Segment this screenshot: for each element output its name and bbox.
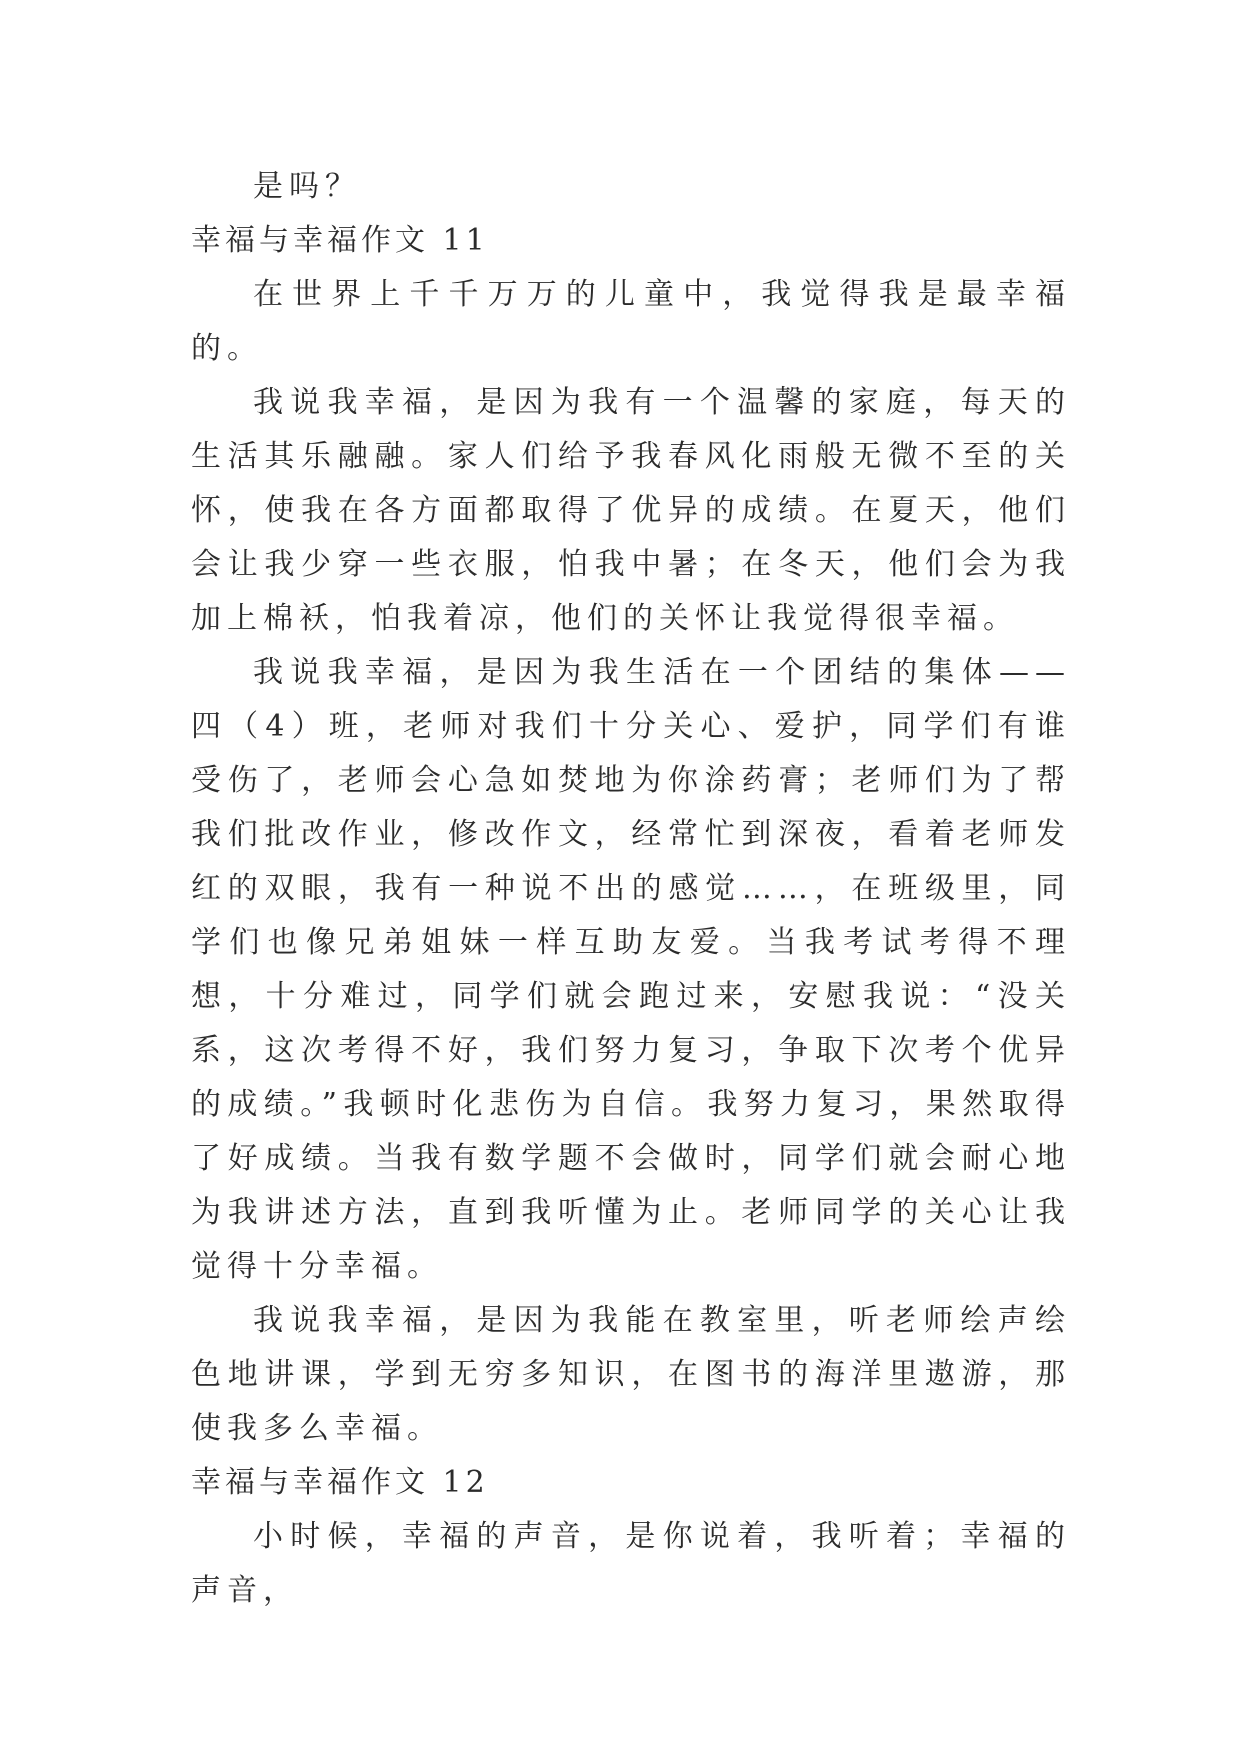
paragraph: 我说我幸福，是因为我生活在一个团结的集体——四（4）班，老师对我们十分关心、爱护，同学们有谁受伤了，老师会心急如焚地为你涂药膏；老师们为了帮我们批改作业，修改作文，经常忙到深夜，看着老师发红的双眼，我有一种说不出的感觉……，在班级里，同学们也像兄弟姐妹一样互助友爱。当我考试考得不理想，十分难过，同学们就会跑过来，安慰我说：“没关系，这次考得不好，我们努力复习，争取下次考个优异的成绩。”我顿时化悲伤为自信。我努力复习，果然取得了好成绩。当我有数学题不会做时，同学们就会耐心地为我讲述方法，直到我听懂为止。老师同学的关心让我觉得十分幸福。 xyxy=(191,655,1071,1284)
paragraph: 是吗？ xyxy=(253,169,361,204)
section-heading: 幸福与幸福作文 12 xyxy=(191,1465,489,1500)
paragraph: 我说我幸福，是因为我有一个温馨的家庭，每天的生活其乐融融。家人们给予我春风化雨般无微不至的关怀，使我在各方面都取得了优异的成绩。在夏天，他们会让我少穿一些衣服，怕我中暑；在冬天，他们会为我加上棉袄，怕我着凉，他们的关怀让我觉得很幸福。 xyxy=(191,385,1071,636)
paragraph: 小时候，幸福的声音，是你说着，我听着；幸福的声音， xyxy=(191,1519,1071,1608)
paragraph: 在世界上千千万万的儿童中，我觉得我是最幸福的。 xyxy=(191,277,1071,366)
document-body xyxy=(191,160,1071,1618)
section-heading: 幸福与幸福作文 11 xyxy=(191,223,489,258)
paragraph: 我说我幸福，是因为我能在教室里，听老师绘声绘色地讲课，学到无穷多知识，在图书的海洋里遨游，那使我多么幸福。 xyxy=(191,1303,1071,1446)
